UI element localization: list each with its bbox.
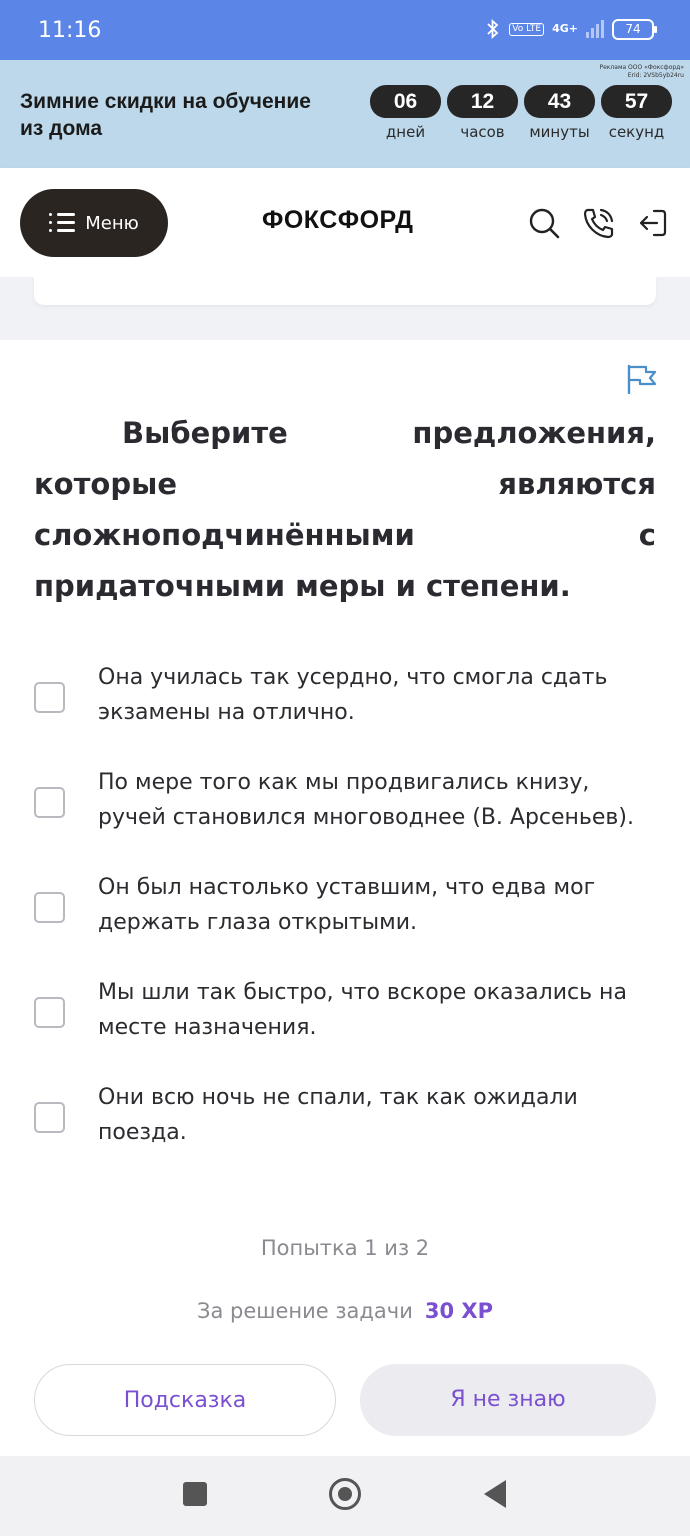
promo-title: Зимние скидки на обучение из дома	[20, 90, 311, 140]
countdown-value: 57	[601, 85, 672, 118]
countdown-label: минуты	[529, 123, 590, 141]
countdown-label: часов	[460, 123, 505, 141]
answer-option[interactable]	[34, 765, 656, 870]
reward-info	[0, 1299, 690, 1323]
countdown-label: секунд	[608, 123, 665, 141]
status-icons	[485, 18, 654, 40]
dont-know-button[interactable]: Я не знаю	[360, 1364, 656, 1436]
answer-option[interactable]	[34, 660, 656, 765]
status-bar	[0, 0, 690, 60]
countdown-label: дней	[385, 123, 426, 141]
menu-button-label: Меню	[85, 212, 139, 234]
status-time: 11:16	[38, 18, 102, 43]
checkbox[interactable]	[34, 997, 65, 1028]
hint-button[interactable]: Подсказка	[34, 1364, 336, 1436]
promo-banner[interactable]	[0, 60, 690, 168]
attempt-counter: Попытка 1 из 2	[260, 1236, 430, 1260]
question-text: Выберите предложения, которые являются сложноподчинёнными с придаточными меры и степени.	[34, 416, 656, 603]
countdown-days	[370, 85, 441, 141]
previous-card	[34, 277, 656, 305]
content-background	[0, 277, 690, 340]
bluetooth-icon	[485, 18, 501, 40]
checkbox[interactable]	[34, 682, 65, 713]
countdown-value: 06	[370, 85, 441, 118]
countdown-hours	[447, 85, 518, 141]
countdown-minutes	[524, 85, 595, 141]
answer-option[interactable]	[34, 870, 656, 975]
answer-option[interactable]	[34, 975, 656, 1080]
ad-disclaimer-line: Реклама ООО «Фоксфорд»	[599, 64, 684, 71]
report-flag-icon[interactable]	[626, 364, 658, 394]
reward-xp: 30 XP	[424, 1299, 493, 1323]
network-type: 4G+	[552, 22, 578, 35]
home-button[interactable]	[329, 1478, 361, 1510]
countdown-seconds	[601, 85, 672, 141]
hamburger-icon	[49, 213, 75, 233]
reward-label: За решение задачи	[197, 1299, 413, 1323]
countdown-value: 43	[524, 85, 595, 118]
battery-icon: 74	[612, 19, 654, 40]
option-text[interactable]: По мере того как мы продвигались книзу, ручей становился многоводнее (В. Арсеньев).	[98, 770, 634, 830]
site-header	[0, 168, 690, 277]
countdown-timer	[370, 85, 672, 141]
volte-icon: Vo LTE	[509, 23, 544, 36]
option-text[interactable]: Он был настолько уставшим, что едва мог держать глаза открытыми.	[98, 875, 596, 935]
countdown-value: 12	[447, 85, 518, 118]
ad-disclaimer	[600, 64, 685, 80]
option-text[interactable]: Они всю ночь не спали, так как ожидали поезда.	[98, 1085, 578, 1145]
checkbox[interactable]	[34, 892, 65, 923]
recents-button[interactable]	[183, 1482, 207, 1506]
search-icon[interactable]	[527, 206, 561, 240]
logo[interactable]: ФОКСФОРД	[262, 206, 414, 234]
menu-button[interactable]	[20, 189, 168, 257]
logout-icon[interactable]	[636, 206, 670, 240]
answer-options	[34, 660, 656, 1185]
answer-option[interactable]	[34, 1080, 656, 1185]
checkbox[interactable]	[34, 1102, 65, 1133]
ad-erid: Erid: 2VSb5yb24ru	[627, 72, 684, 79]
option-text[interactable]: Мы шли так быстро, что вскоре оказались на месте назначения.	[98, 980, 627, 1040]
checkbox[interactable]	[34, 787, 65, 818]
system-navigation-bar	[0, 1456, 690, 1536]
phone-icon[interactable]	[582, 206, 616, 240]
signal-icon	[586, 20, 604, 38]
option-text[interactable]: Она училась так усердно, что смогла сдать экзамены на отлично.	[98, 665, 608, 725]
back-button[interactable]	[484, 1480, 506, 1508]
